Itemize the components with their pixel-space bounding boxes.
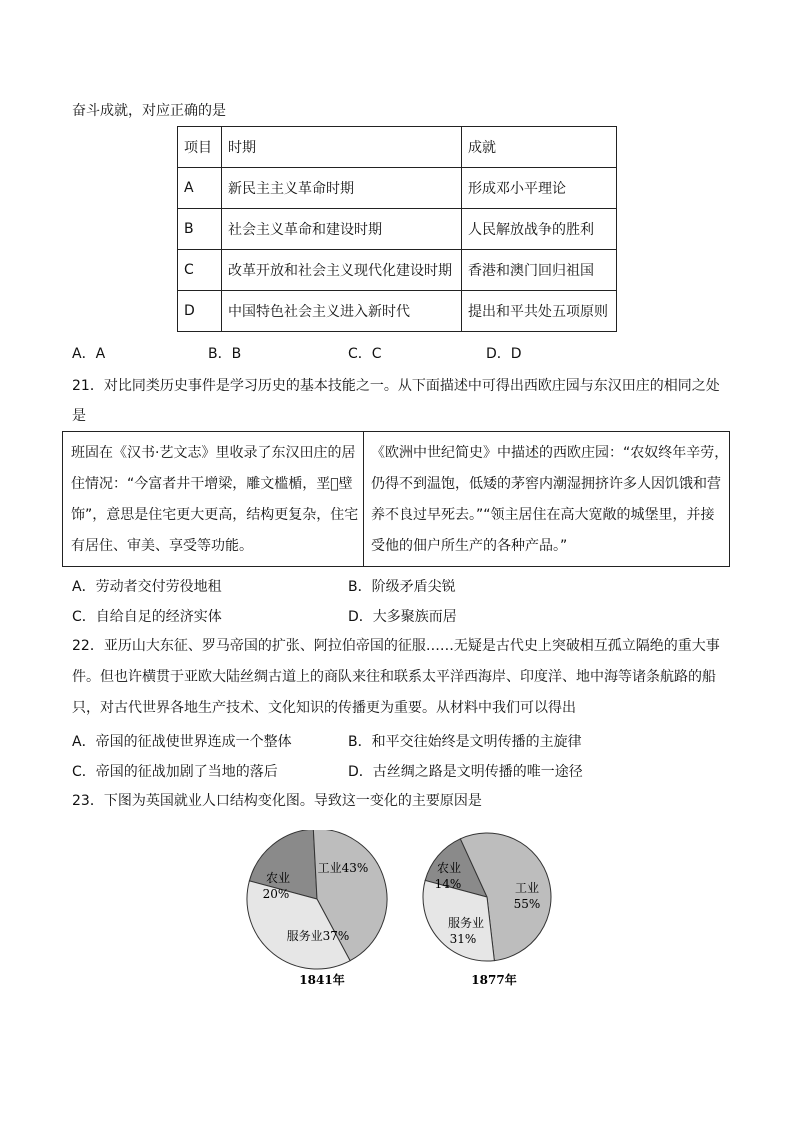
box-left-text: [71, 438, 358, 562]
table-cell: 改革开放和社会主义现代化建设时期: [222, 250, 462, 291]
table-cell: 形成邓小平理论: [462, 168, 617, 209]
q22-stem-line: 只，对古代世界各地生产技术、文化知识的传播更为重要。从材料中我们可以得出: [72, 700, 576, 716]
q21-option-c: C．自给自足的经济实体: [72, 609, 222, 625]
q20-option-b: B．B: [208, 346, 242, 362]
table-row: [178, 250, 617, 291]
box-left-line: 有居住、审美、享受等功能。: [71, 538, 253, 554]
q21-option-d: D．大多聚族而居: [348, 609, 457, 625]
table-cell: D: [178, 291, 222, 332]
table-cell: 香港和澳门回归祖国: [462, 250, 617, 291]
q21-stem-line1: 21．对比同类历史事件是学习历史的基本技能之一。从下面描述中可得出西欧庄园与东汉田庄的相同之处: [72, 378, 720, 394]
q22-option-c: C．帝国的征战加剧了当地的落后: [72, 764, 278, 780]
box-right-line: 《欧洲中世纪简史》中描述的西欧庄园：“农奴终年辛劳，: [371, 445, 729, 461]
table-cell: C: [178, 250, 222, 291]
pie-label-ind-1841: 工业43%: [317, 861, 369, 875]
intro-line: 奋斗成就，对应正确的是: [72, 103, 226, 119]
box-right-line: 养不良过早死去。”“领主居住在高大宽敞的城堡里，并接: [371, 507, 715, 523]
q20-option-a: A．A: [72, 346, 106, 362]
q22-option-d: D．古丝绸之路是文明传播的唯一途径: [348, 764, 583, 780]
table-cell: 新民主主义革命时期: [222, 168, 462, 209]
achievement-table: [177, 126, 617, 332]
box-left-line: 饰”，意思是住宅更大更高，结构更复杂，住宅: [71, 507, 359, 523]
box-left-line: 班固在《汉书·艺文志》里收录了东汉田庄的居: [71, 445, 356, 461]
q23-stem: 23．下图为英国就业人口结构变化图。导致这一变化的主要原因是: [72, 793, 482, 809]
q22-stem-line: 件。但也许横贯于亚欧大陆丝绸古道上的商队来往和联系太平洋西海岸、印度洋、地中海等诸条航路的船: [72, 669, 716, 685]
pie-label-agri-1841: 农业: [265, 871, 291, 885]
table-cell: 中国特色社会主义进入新时代: [222, 291, 462, 332]
box-right-line: 受他的佃户所生产的各种产品。”: [371, 538, 568, 554]
table-header-cell: 项目: [178, 127, 222, 168]
q21-option-b: B．阶级矛盾尖锐: [348, 579, 456, 595]
pie-label-agri-pct-1877: 14%: [434, 877, 462, 891]
q21-option-a: A．劳动者交付劳役地租: [72, 579, 222, 595]
box-right-line: 仍得不到温饱，低矮的茅窖内潮湿拥挤许多人因饥饿和营: [371, 476, 721, 492]
q22-option-a: A．帝国的征战使世界连成一个整体: [72, 734, 292, 750]
pie-label-agri-1877: 农业: [436, 861, 462, 875]
q21-comparison-box: [62, 431, 730, 567]
table-header-row: [178, 127, 617, 168]
table-cell: 人民解放战争的胜利: [462, 209, 617, 250]
table-header-cell: 时期: [222, 127, 462, 168]
table-cell: B: [178, 209, 222, 250]
table-row: [178, 291, 617, 332]
pie-label-svc-1841: 服务业37%: [286, 929, 350, 943]
pie-label-svc-pct-1877: 31%: [449, 932, 477, 946]
box-divider: [363, 432, 364, 566]
box-left-line: 住情况：“今富者井干增梁，雕文槛楯，垩𡎊壁: [71, 476, 353, 492]
table-row: [178, 168, 617, 209]
pie-title-1877: 1877年: [471, 973, 517, 987]
employment-pie-charts: [0, 830, 794, 1030]
q22-option-b: B．和平交往始终是文明传播的主旋律: [348, 734, 582, 750]
pie-label-ind-pct-1877: 55%: [513, 897, 541, 911]
q20-option-d: D．D: [486, 346, 522, 362]
table-header-cell: 成就: [462, 127, 617, 168]
table-cell: 提出和平共处五项原则: [462, 291, 617, 332]
table-row: [178, 209, 617, 250]
pie-title-1841: 1841年: [299, 973, 345, 987]
q20-option-c: C．C: [348, 346, 382, 362]
table-cell: 社会主义革命和建设时期: [222, 209, 462, 250]
pie-label-agri-pct-1841: 20%: [262, 887, 290, 901]
q22-stem-line: 22．亚历山大东征、罗马帝国的扩张、阿拉伯帝国的征服……无疑是古代史上突破相互孤立隔绝的重大事: [72, 638, 720, 654]
pie-label-ind-1877: 工业: [514, 881, 540, 895]
box-right-text: [371, 438, 728, 562]
pie-label-svc-1877: 服务业: [447, 916, 485, 930]
q21-stem-line2: 是: [72, 408, 86, 424]
table-cell: A: [178, 168, 222, 209]
